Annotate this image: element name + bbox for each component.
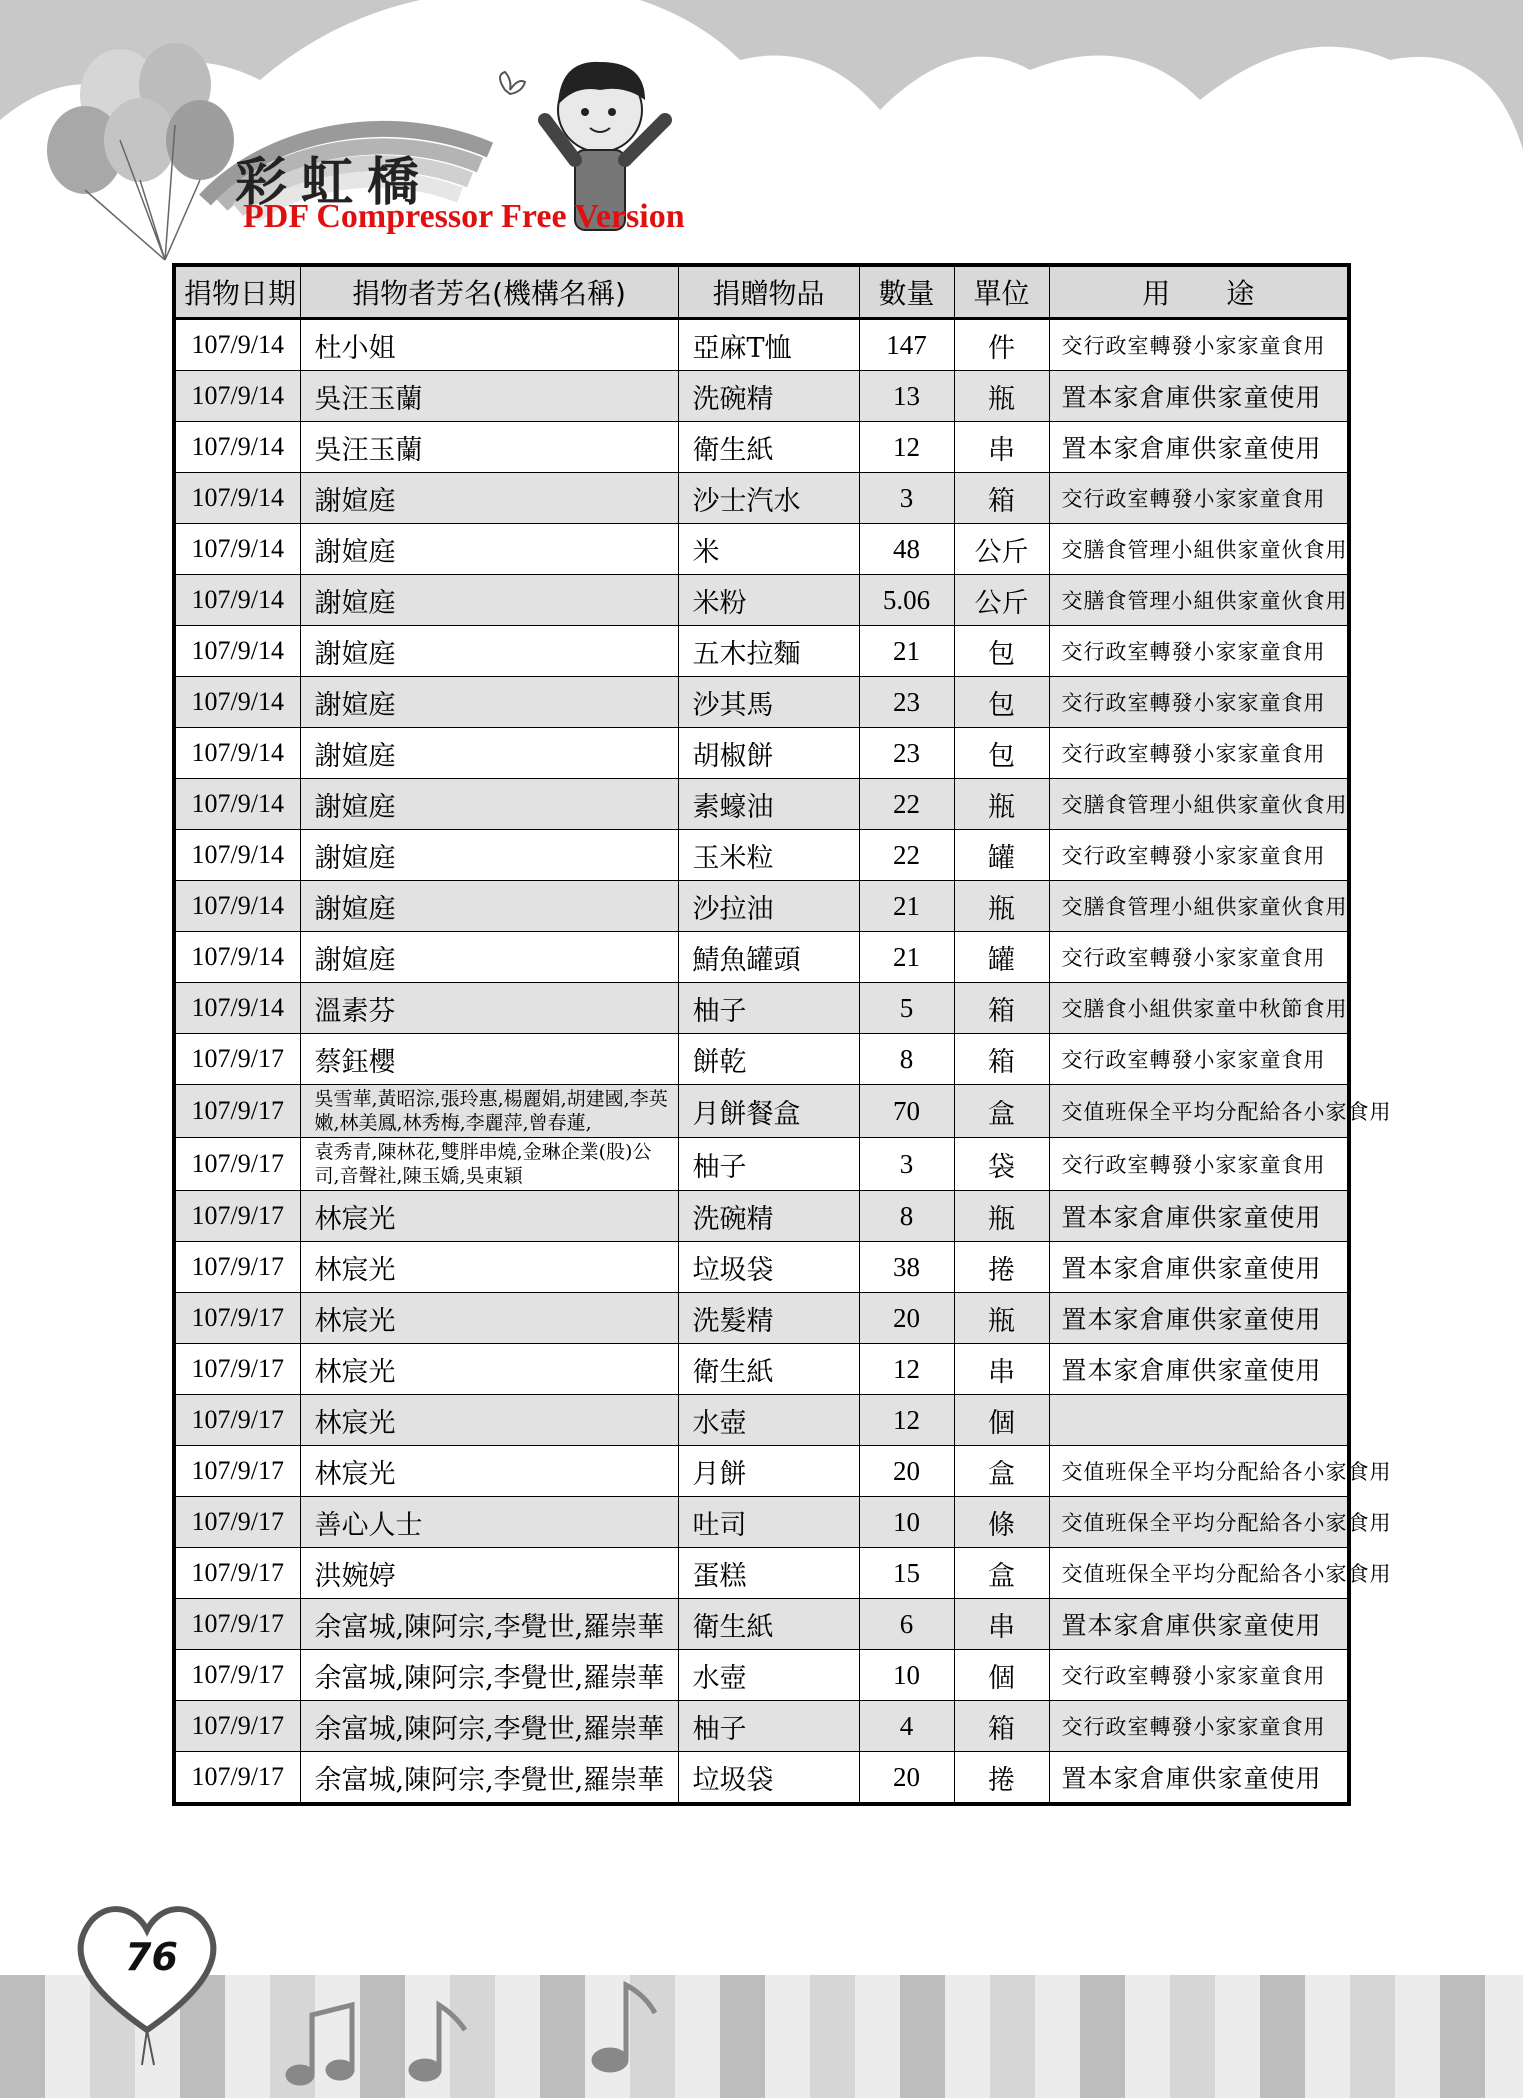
cell-item: 洗碗精 (678, 371, 859, 422)
cell-use: 置本家倉庫供家童使用 (1049, 1344, 1349, 1395)
cell-unit: 盒 (954, 1548, 1049, 1599)
table-row (174, 1344, 1349, 1395)
cell-donor: 蔡鈺櫻 (300, 1034, 678, 1085)
table-row (174, 1701, 1349, 1752)
cell-use: 交行政室轉發小家家童食用 (1049, 932, 1349, 983)
footer-stripe (1440, 1975, 1485, 2098)
cell-use: 交膳食管理小組供家童伙食用 (1049, 575, 1349, 626)
watermark-text: PDF Compressor Free Version (243, 198, 685, 235)
cell-use: 交行政室轉發小家家童食用 (1049, 830, 1349, 881)
donation-table (172, 263, 1392, 1806)
cell-unit: 箱 (954, 983, 1049, 1034)
cell-date: 107/9/14 (174, 626, 300, 677)
cell-donor: 余富城,陳阿宗,李覺世,羅崇華 (300, 1701, 678, 1752)
cell-unit: 瓶 (954, 371, 1049, 422)
table-row (174, 1138, 1349, 1191)
cell-donor: 善心人士 (300, 1497, 678, 1548)
cell-date: 107/9/17 (174, 1599, 300, 1650)
cell-donor: 林宸光 (300, 1242, 678, 1293)
table-row (174, 575, 1349, 626)
cell-unit: 瓶 (954, 1191, 1049, 1242)
column-header-date: 捐物日期 (174, 265, 300, 319)
cell-date: 107/9/17 (174, 1497, 300, 1548)
table-row (174, 830, 1349, 881)
footer-stripe (675, 1975, 720, 2098)
cell-quantity: 12 (859, 1344, 954, 1395)
cell-date: 107/9/14 (174, 319, 300, 371)
cell-use: 置本家倉庫供家童使用 (1049, 1242, 1349, 1293)
cell-quantity: 3 (859, 473, 954, 524)
cell-donor: 謝媗庭 (300, 830, 678, 881)
footer-stripe (945, 1975, 990, 2098)
table-row (174, 1034, 1349, 1085)
cell-item: 水壺 (678, 1650, 859, 1701)
cell-item: 柚子 (678, 1138, 859, 1191)
footer-stripe (1125, 1975, 1170, 2098)
cell-donor: 謝媗庭 (300, 728, 678, 779)
table-row (174, 1242, 1349, 1293)
cell-unit: 串 (954, 1344, 1049, 1395)
cell-item: 米 (678, 524, 859, 575)
footer-stripe (540, 1975, 585, 2098)
cell-quantity: 70 (859, 1085, 954, 1138)
cell-use: 交行政室轉發小家家童食用 (1049, 1034, 1349, 1085)
cell-item: 沙其馬 (678, 677, 859, 728)
cell-donor: 謝媗庭 (300, 524, 678, 575)
cell-quantity: 5 (859, 983, 954, 1034)
footer-stripe (1170, 1975, 1215, 2098)
cell-quantity: 6 (859, 1599, 954, 1650)
cell-unit: 包 (954, 626, 1049, 677)
cell-quantity: 21 (859, 932, 954, 983)
cell-date: 107/9/17 (174, 1138, 300, 1191)
cell-use: 交值班保全平均分配給各小家食用 (1049, 1497, 1349, 1548)
cell-quantity: 21 (859, 881, 954, 932)
cell-date: 107/9/17 (174, 1701, 300, 1752)
column-header-donor: 捐物者芳名(機構名稱) (300, 265, 678, 319)
cell-unit: 公斤 (954, 524, 1049, 575)
cell-quantity: 22 (859, 830, 954, 881)
cell-date: 107/9/17 (174, 1548, 300, 1599)
cell-quantity: 4 (859, 1701, 954, 1752)
footer-stripe (0, 1975, 45, 2098)
cell-quantity: 48 (859, 524, 954, 575)
table-row (174, 473, 1349, 524)
footer-stripe (810, 1975, 855, 2098)
cell-unit: 瓶 (954, 1293, 1049, 1344)
cell-donor: 林宸光 (300, 1395, 678, 1446)
cell-date: 107/9/14 (174, 728, 300, 779)
cell-use: 交值班保全平均分配給各小家食用 (1049, 1548, 1349, 1599)
page-number: 76 (125, 1935, 178, 1979)
cell-item: 鯖魚罐頭 (678, 932, 859, 983)
cell-item: 餅乾 (678, 1034, 859, 1085)
cell-date: 107/9/17 (174, 1752, 300, 1805)
cell-item: 衛生紙 (678, 422, 859, 473)
cell-item: 吐司 (678, 1497, 859, 1548)
cell-unit: 個 (954, 1395, 1049, 1446)
cell-unit: 罐 (954, 932, 1049, 983)
footer-stripe (1350, 1975, 1395, 2098)
cell-date: 107/9/17 (174, 1242, 300, 1293)
cell-date: 107/9/17 (174, 1650, 300, 1701)
cell-date: 107/9/17 (174, 1085, 300, 1138)
cell-use: 交值班保全平均分配給各小家食用 (1049, 1446, 1349, 1497)
cell-item: 沙士汽水 (678, 473, 859, 524)
cell-donor: 余富城,陳阿宗,李覺世,羅崇華 (300, 1650, 678, 1701)
cell-date: 107/9/14 (174, 830, 300, 881)
footer-stripe (855, 1975, 900, 2098)
cell-date: 107/9/17 (174, 1395, 300, 1446)
cell-date: 107/9/17 (174, 1344, 300, 1395)
cell-item: 蛋糕 (678, 1548, 859, 1599)
column-header-item: 捐贈物品 (678, 265, 859, 319)
cell-donor: 謝媗庭 (300, 575, 678, 626)
table-row (174, 1497, 1349, 1548)
footer-stripe (1305, 1975, 1350, 2098)
cell-item: 水壺 (678, 1395, 859, 1446)
table-row (174, 422, 1349, 473)
cell-use: 置本家倉庫供家童使用 (1049, 1752, 1349, 1805)
cell-unit: 袋 (954, 1138, 1049, 1191)
cell-quantity: 12 (859, 1395, 954, 1446)
table-row (174, 1650, 1349, 1701)
cell-donor: 袁秀青,陳林花,雙胖串燒,金琳企業(股)公司,音聲社,陳玉嬌,吳東穎 (300, 1138, 678, 1191)
footer-stripe (495, 1975, 540, 2098)
table-row (174, 524, 1349, 575)
column-header-quantity: 數量 (859, 265, 954, 319)
cell-unit: 盒 (954, 1085, 1049, 1138)
cell-donor: 謝媗庭 (300, 932, 678, 983)
table-row (174, 677, 1349, 728)
cell-quantity: 10 (859, 1650, 954, 1701)
cell-item: 月餅餐盒 (678, 1085, 859, 1138)
cell-unit: 捲 (954, 1752, 1049, 1805)
footer-stripe (1080, 1975, 1125, 2098)
table-row (174, 1752, 1349, 1805)
cell-quantity: 23 (859, 677, 954, 728)
cell-item: 胡椒餅 (678, 728, 859, 779)
cell-quantity: 20 (859, 1293, 954, 1344)
cell-item: 月餅 (678, 1446, 859, 1497)
footer-stripe (360, 1975, 405, 2098)
cell-item: 垃圾袋 (678, 1242, 859, 1293)
table-row (174, 1446, 1349, 1497)
cell-donor: 吳汪玉蘭 (300, 371, 678, 422)
cell-use: 交行政室轉發小家家童食用 (1049, 728, 1349, 779)
cell-use: 交值班保全平均分配給各小家食用 (1049, 1085, 1349, 1138)
cell-use: 置本家倉庫供家童使用 (1049, 371, 1349, 422)
cell-quantity: 3 (859, 1138, 954, 1191)
cell-quantity: 21 (859, 626, 954, 677)
column-header-use: 用 途 (1049, 265, 1349, 319)
cell-item: 衛生紙 (678, 1344, 859, 1395)
cell-date: 107/9/17 (174, 1191, 300, 1242)
cell-unit: 箱 (954, 1701, 1049, 1752)
footer-stripe (1485, 1975, 1523, 2098)
table-row (174, 1599, 1349, 1650)
footer-stripe (450, 1975, 495, 2098)
cell-use: 交膳食管理小組供家童伙食用 (1049, 779, 1349, 830)
footer-stripe (1395, 1975, 1440, 2098)
cell-date: 107/9/17 (174, 1446, 300, 1497)
cell-donor: 林宸光 (300, 1446, 678, 1497)
cell-donor: 林宸光 (300, 1191, 678, 1242)
cell-item: 垃圾袋 (678, 1752, 859, 1805)
cell-item: 五木拉麵 (678, 626, 859, 677)
table-row (174, 1548, 1349, 1599)
cell-unit: 瓶 (954, 779, 1049, 830)
brand-title: 彩虹橋 (235, 153, 434, 213)
cell-donor: 林宸光 (300, 1344, 678, 1395)
cell-unit: 個 (954, 1650, 1049, 1701)
cell-use: 交行政室轉發小家家童食用 (1049, 319, 1349, 371)
cell-date: 107/9/14 (174, 677, 300, 728)
table-row (174, 1191, 1349, 1242)
table-row (174, 319, 1349, 371)
cell-unit: 件 (954, 319, 1049, 371)
cell-date: 107/9/14 (174, 371, 300, 422)
cell-date: 107/9/14 (174, 473, 300, 524)
cell-quantity: 12 (859, 422, 954, 473)
cell-donor: 謝媗庭 (300, 881, 678, 932)
cell-item: 素蠔油 (678, 779, 859, 830)
cell-use: 置本家倉庫供家童使用 (1049, 422, 1349, 473)
table-row (174, 626, 1349, 677)
cell-quantity: 23 (859, 728, 954, 779)
cell-donor: 余富城,陳阿宗,李覺世,羅崇華 (300, 1599, 678, 1650)
cell-use: 交膳食小組供家童中秋節食用 (1049, 983, 1349, 1034)
cell-date: 107/9/14 (174, 881, 300, 932)
cell-date: 107/9/14 (174, 779, 300, 830)
footer-stripe (1260, 1975, 1305, 2098)
header-decoration (0, 0, 1523, 260)
cell-item: 洗碗精 (678, 1191, 859, 1242)
table-row (174, 1293, 1349, 1344)
footer-stripe (900, 1975, 945, 2098)
footer-stripe (1215, 1975, 1260, 2098)
cell-quantity: 147 (859, 319, 954, 371)
cell-donor: 吳汪玉蘭 (300, 422, 678, 473)
table-row (174, 932, 1349, 983)
cell-item: 米粉 (678, 575, 859, 626)
cell-unit: 罐 (954, 830, 1049, 881)
table-row (174, 728, 1349, 779)
cell-unit: 包 (954, 677, 1049, 728)
cell-use (1049, 1395, 1349, 1446)
table-header-row (174, 265, 1349, 319)
cell-date: 107/9/14 (174, 575, 300, 626)
table-row (174, 1085, 1349, 1138)
cell-use: 置本家倉庫供家童使用 (1049, 1293, 1349, 1344)
cell-unit: 串 (954, 1599, 1049, 1650)
cell-unit: 盒 (954, 1446, 1049, 1497)
cell-quantity: 22 (859, 779, 954, 830)
cell-unit: 條 (954, 1497, 1049, 1548)
cell-date: 107/9/14 (174, 524, 300, 575)
table-row (174, 1395, 1349, 1446)
cell-quantity: 8 (859, 1191, 954, 1242)
cell-item: 亞麻T恤 (678, 319, 859, 371)
cell-use: 交行政室轉發小家家童食用 (1049, 1701, 1349, 1752)
cell-item: 衛生紙 (678, 1599, 859, 1650)
cell-quantity: 13 (859, 371, 954, 422)
cell-use: 交膳食管理小組供家童伙食用 (1049, 524, 1349, 575)
cell-date: 107/9/17 (174, 1034, 300, 1085)
cell-unit: 瓶 (954, 881, 1049, 932)
footer-stripe (1035, 1975, 1080, 2098)
cell-quantity: 8 (859, 1034, 954, 1085)
cell-quantity: 10 (859, 1497, 954, 1548)
cell-donor: 杜小姐 (300, 319, 678, 371)
cell-use: 交行政室轉發小家家童食用 (1049, 626, 1349, 677)
cell-donor: 謝媗庭 (300, 779, 678, 830)
cell-unit: 串 (954, 422, 1049, 473)
cell-donor: 吳雪華,黃昭淙,張玲惠,楊麗娟,胡建國,李英嫩,林美鳳,林秀梅,李麗萍,曾春蓮, (300, 1085, 678, 1138)
cell-date: 107/9/14 (174, 422, 300, 473)
cell-use: 交行政室轉發小家家童食用 (1049, 1138, 1349, 1191)
cell-item: 洗髮精 (678, 1293, 859, 1344)
table-row (174, 371, 1349, 422)
cell-donor: 謝媗庭 (300, 473, 678, 524)
cell-unit: 包 (954, 728, 1049, 779)
cell-use: 置本家倉庫供家童使用 (1049, 1599, 1349, 1650)
cell-date: 107/9/14 (174, 932, 300, 983)
column-header-unit: 單位 (954, 265, 1049, 319)
cell-donor: 林宸光 (300, 1293, 678, 1344)
footer-stripe (720, 1975, 765, 2098)
cell-donor: 謝媗庭 (300, 626, 678, 677)
cell-item: 玉米粒 (678, 830, 859, 881)
footer-stripe (585, 1975, 630, 2098)
cell-donor: 溫素芬 (300, 983, 678, 1034)
cell-unit: 箱 (954, 473, 1049, 524)
footer-stripe (990, 1975, 1035, 2098)
cell-date: 107/9/14 (174, 983, 300, 1034)
cell-quantity: 15 (859, 1548, 954, 1599)
cell-donor: 洪婉婷 (300, 1548, 678, 1599)
cell-quantity: 5.06 (859, 575, 954, 626)
cell-date: 107/9/17 (174, 1293, 300, 1344)
cell-item: 柚子 (678, 1701, 859, 1752)
cell-use: 置本家倉庫供家童使用 (1049, 1191, 1349, 1242)
table-row (174, 779, 1349, 830)
table-body (174, 319, 1392, 1805)
cell-use: 交膳食管理小組供家童伙食用 (1049, 881, 1349, 932)
footer-stripe (765, 1975, 810, 2098)
table-row (174, 983, 1349, 1034)
cell-use: 交行政室轉發小家家童食用 (1049, 1650, 1349, 1701)
cell-unit: 箱 (954, 1034, 1049, 1085)
cell-item: 沙拉油 (678, 881, 859, 932)
cell-donor: 謝媗庭 (300, 677, 678, 728)
cell-unit: 捲 (954, 1242, 1049, 1293)
cell-quantity: 20 (859, 1446, 954, 1497)
cell-use: 交行政室轉發小家家童食用 (1049, 677, 1349, 728)
cell-quantity: 38 (859, 1242, 954, 1293)
cell-donor: 余富城,陳阿宗,李覺世,羅崇華 (300, 1752, 678, 1805)
cell-item: 柚子 (678, 983, 859, 1034)
table-row (174, 881, 1349, 932)
cell-quantity: 20 (859, 1752, 954, 1805)
cell-use: 交行政室轉發小家家童食用 (1049, 473, 1349, 524)
cell-unit: 公斤 (954, 575, 1049, 626)
